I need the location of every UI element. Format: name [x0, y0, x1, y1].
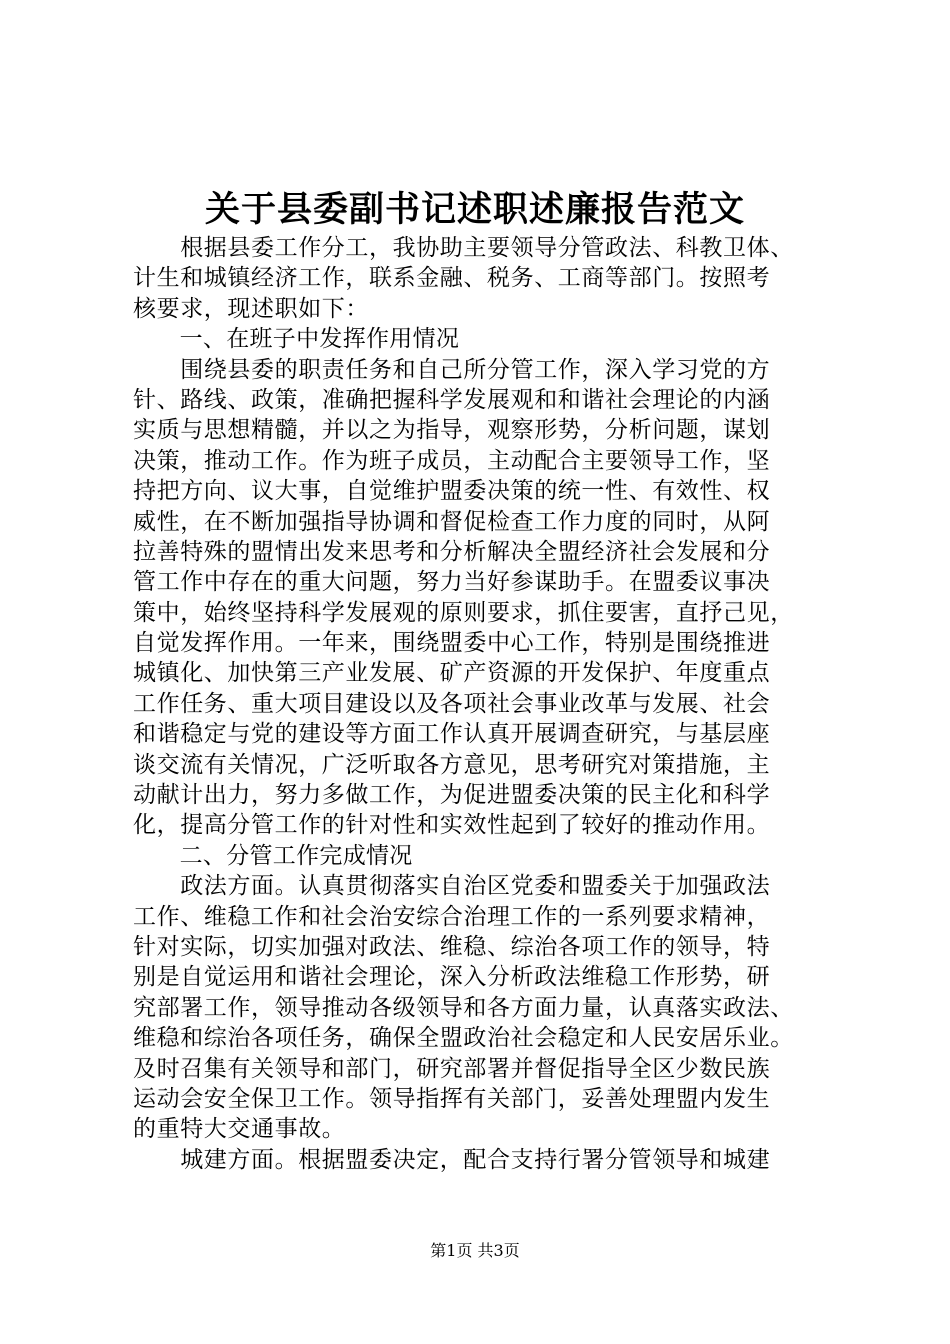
text-line: 针对实际，切实加强对政法、维稳、综治各项工作的领导，特	[133, 933, 771, 960]
text-line: 管工作中存在的重大问题，努力当好参谋助手。在盟委议事决	[133, 569, 771, 596]
text-line: 和谐稳定与党的建设等方面工作认真开展调查研究，与基层座	[133, 721, 771, 748]
text-line: 计生和城镇经济工作，联系金融、税务、工商等部门。按照考	[133, 265, 771, 292]
text-line: 动献计出力，努力多做工作，为促进盟委决策的民主化和科学	[133, 782, 771, 809]
text-line: 拉善特殊的盟情出发来思考和分析解决全盟经济社会发展和分	[133, 538, 771, 565]
text-line: 决策，推动工作。作为班子成员，主动配合主要领导工作，坚	[133, 447, 771, 474]
text-line: 根据县委工作分工，我协助主要领导分管政法、科教卫体、	[133, 235, 794, 261]
section-heading: 二、分管工作完成情况	[133, 842, 413, 869]
text-line: 别是自觉运用和谐社会理论，深入分析政法维稳工作形势，研	[133, 964, 771, 991]
text-line: 策中，始终坚持科学发展观的原则要求，抓住要害，直抒己见，	[133, 599, 794, 626]
text-line: 政法方面。认真贯彻落实自治区党委和盟委关于加强政法	[133, 873, 771, 900]
text-line: 及时召集有关领导和部门，研究部署并督促指导全区少数民族	[133, 1055, 771, 1082]
text-line: 自觉发挥作用。一年来，围绕盟委中心工作，特别是围绕推进	[133, 630, 771, 657]
text-line: 持把方向、议大事，自觉维护盟委决策的统一性、有效性、权	[133, 478, 771, 505]
page-footer: 第1页 共3页	[430, 1241, 520, 1260]
text-line: 维稳和综治各项任务，确保全盟政治社会稳定和人民安居乐业。	[133, 1025, 794, 1052]
text-line: 城镇化、加快第三产业发展、矿产资源的开发保护、年度重点	[133, 660, 771, 687]
text-line: 究部署工作，领导推动各级领导和各方面力量，认真落实政法、	[133, 994, 794, 1021]
section-heading: 一、在班子中发挥作用情况	[133, 326, 460, 353]
page-title: 关于县委副书记述职述廉报告范文	[204, 189, 745, 230]
text-line: 工作、维稳工作和社会治安综合治理工作的一系列要求精神，	[133, 903, 771, 930]
text-line: 化，提高分管工作的针对性和实效性起到了较好的推动作用。	[133, 812, 771, 839]
text-line: 围绕县委的职责任务和自己所分管工作，深入学习党的方	[133, 356, 771, 383]
text-line: 威性，在不断加强指导协调和督促检查工作力度的同时，从阿	[133, 508, 771, 535]
text-line: 运动会安全保卫工作。领导指挥有关部门，妥善处理盟内发生	[133, 1085, 771, 1112]
text-line: 的重特大交通事故。	[133, 1116, 346, 1143]
document-body	[133, 233, 833, 1175]
text-line: 核要求，现述职如下：	[133, 295, 369, 322]
text-line: 城建方面。根据盟委决定，配合支持行署分管领导和城建	[133, 1146, 771, 1173]
text-line: 针、路线、政策，准确把握科学发展观和和谐社会理论的内涵	[133, 386, 771, 413]
text-line: 谈交流有关情况，广泛听取各方意见，思考研究对策措施，主	[133, 751, 771, 778]
text-line: 实质与思想精髓，并以之为指导，观察形势，分析问题，谋划	[133, 417, 771, 444]
text-line: 工作任务、重大项目建设以及各项社会事业改革与发展、社会	[133, 690, 771, 717]
